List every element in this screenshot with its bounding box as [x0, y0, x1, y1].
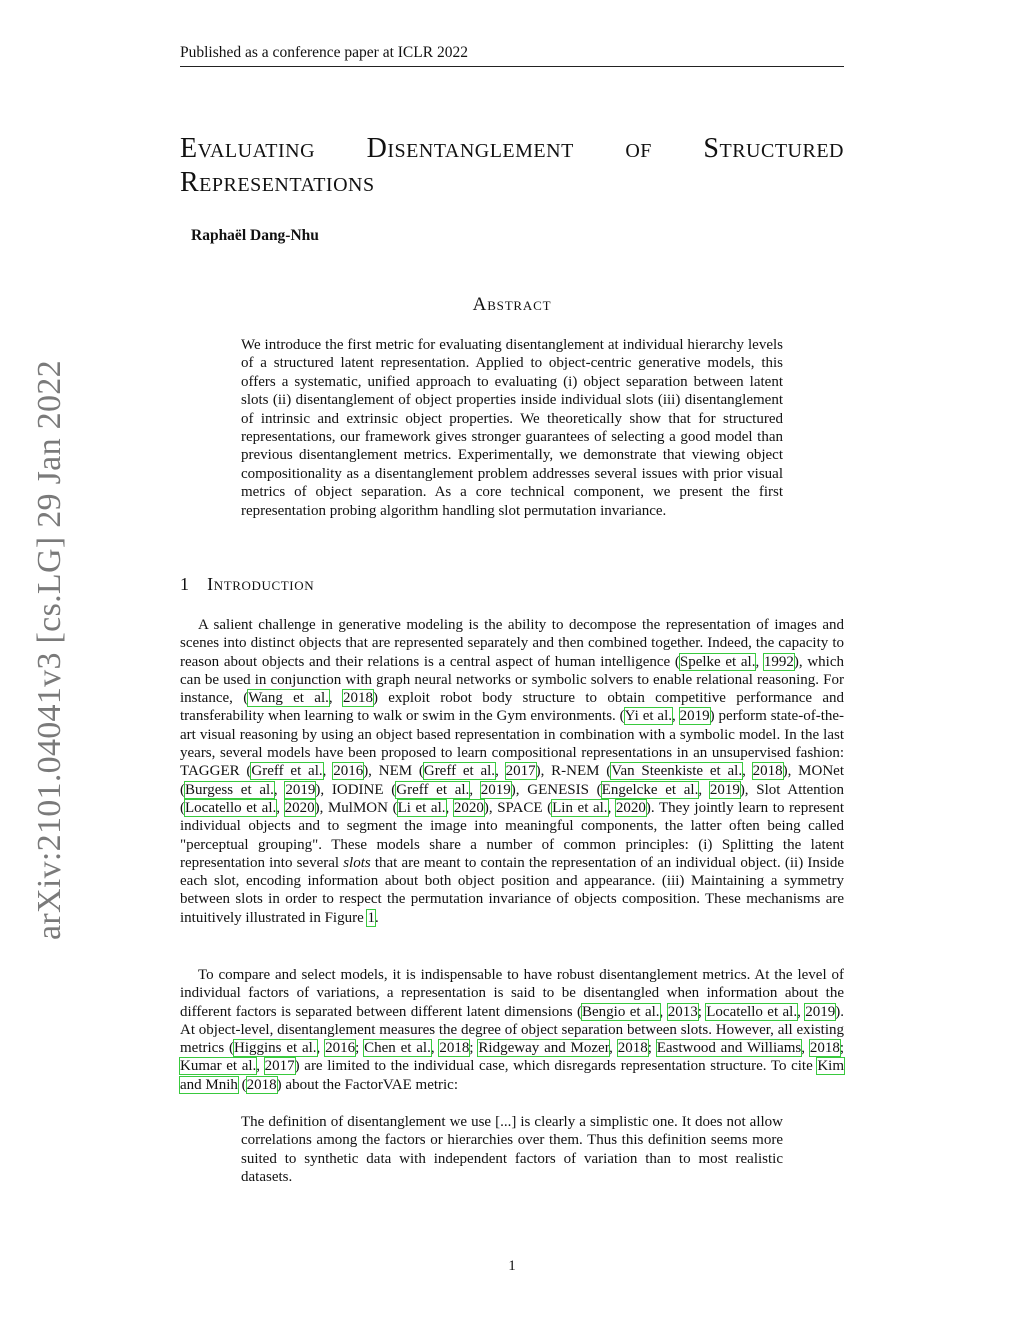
- citation-year-link[interactable]: 2018: [809, 1040, 840, 1057]
- section-title: Introduction: [207, 574, 315, 594]
- citation-year-link[interactable]: 2018: [752, 763, 783, 780]
- citation-link[interactable]: Engelcke et al.: [601, 781, 699, 798]
- citation-year-link[interactable]: 2017: [264, 1058, 295, 1075]
- block-quote: The definition of disentanglement we use [...] is clearly a simplistic one. It does not allow correlations among the factors or hierarchies over them. Thus this definition seems more suited to synthetic data with independent factors of variation than to most realistic datasets.: [241, 1114, 783, 1185]
- citation-link[interactable]: Greff et al.: [251, 763, 323, 780]
- citation-year-link[interactable]: 2018: [617, 1040, 648, 1057]
- citation-year-link[interactable]: 2016: [325, 1040, 356, 1057]
- abstract-body: We introduce the first metric for evaluating disentanglement at individual hierarchy levels of a structured latent representation. Applied to object-centric generative models, this offers a systematic, unified approach to evaluating (i) object separation between latent slots (ii) disentanglement of object properties inside individual slots (iii) disentanglement of intrinsic and extrinsic object properties. We theoretically show that for structured representations, our framework gives stronger guarantees of selecting a good model than previous disentanglement metrics. Experimentally, we demonstrate that viewing object compositionality as a disentanglement problem addresses several issues with prior visual metrics of object separation. As a core technical component, we present the first representation probing algorithm handling slot permutation invariance.: [241, 337, 783, 519]
- citation-link[interactable]: Lin et al.: [552, 799, 608, 816]
- citation-year-link[interactable]: 2019: [805, 1003, 836, 1020]
- citation-link[interactable]: Chen et al.: [364, 1040, 431, 1057]
- title-line-2: Representations: [180, 167, 375, 198]
- section-number: 1: [180, 574, 190, 594]
- citation-link[interactable]: Van Steenkiste et al.: [611, 763, 743, 780]
- citation-link[interactable]: Kim and Mnih: [180, 1058, 845, 1093]
- citation-link[interactable]: Spelke et al.: [679, 653, 756, 670]
- citation-year-link[interactable]: 2019: [679, 708, 710, 725]
- section-heading-introduction: [180, 574, 314, 595]
- abstract-heading: Abstract: [472, 294, 552, 315]
- emphasis-slots: slots: [343, 854, 371, 871]
- citation-year-link[interactable]: 2020: [284, 799, 315, 816]
- citation-link[interactable]: Wang et al.: [248, 690, 329, 707]
- citation-link[interactable]: Locatello et al.: [185, 799, 277, 816]
- intro-paragraph-2: To compare and select models, it is indispensable to have robust disentanglement metrics. At the level of individual factors of variations, a representation is said to be disentangled when information about the different factors is separated between different latent dimensions (Bengio et al., 2013; Locatello et al., 2019). At object-level, disentanglement measures the degree of object separation between slots. However, all existing metrics (Higgins et al., 2016; Chen et al., 2018; Ridgeway and Mozer, 2018; Eastwood and Williams, 2018; Kumar et al., 2017) are limited to the individual case, which disregards representation structure. To cite Kim and Mnih (2018) about the FactorVAE metric:: [180, 967, 845, 1093]
- citation-link[interactable]: Ridgeway and Mozer: [478, 1040, 610, 1057]
- author-name: Raphaël Dang-Nhu: [191, 227, 319, 244]
- citation-year-link[interactable]: 1992: [763, 653, 794, 670]
- citation-year-link[interactable]: 2017: [505, 763, 536, 780]
- paper-title: [180, 132, 844, 200]
- running-header: [180, 44, 844, 67]
- citation-year-link[interactable]: 2018: [439, 1040, 470, 1057]
- citation-year-link[interactable]: 2013: [667, 1003, 698, 1020]
- arxiv-identifier: arXiv:2101.04041v3 [cs.LG] 29 Jan 2022: [31, 360, 68, 940]
- citation-link[interactable]: Li et al.: [397, 799, 446, 816]
- citation-link[interactable]: Locatello et al.: [706, 1003, 798, 1020]
- citation-year-link[interactable]: 2018: [342, 690, 373, 707]
- citation-year-link[interactable]: 2020: [615, 799, 646, 816]
- intro-paragraph-1: A salient challenge in generative modeling is the ability to decompose the representation of images and scenes into distinct objects that are represented separately and then combined together. Indeed, the capacity to reason about objects and their relations is a central aspect of human intelligence (Spelke et al., 1992), which can be used in conjunction with graph neural networks or symbolic solvers to enable relational reasoning. For instance, (Wang et al., 2018) exploit robot body structure to obtain competitive performance and transferability when learning to walk or swim in the Gym environments. (Yi et al., 2019) perform state-of-the-art visual reasoning by using an object based representation in combination with a symbolic model. In the last years, several models have been proposed to learn compositional representations in an unsupervised fashion: TAGGER (Greff et al., 2016), NEM (Greff et al., 2017), R-NEM (Van Steenkiste et al., 2018), MONet (Burgess et al., 2019), IODINE (Greff et al., 2019), GENESIS (Engelcke et al., 2019), Slot Attention (Locatello et al., 2020), MulMON (Li et al., 2020), SPACE (Lin et al., 2020). They jointly learn to represent individual objects and to segment the image into meaningful components, the latter often being called "perceptual grouping". These models share a number of common principles: (i) Splitting the latent representation into several slots that are meant to contain the representation of an individual object. (ii) Inside each slot, encoding information about both object position and appearance. (iii) Maintaining a symmetry between slots in order to respect the permutation invariance of objects composition. These mechanisms are intuitively illustrated in Figure 1.: [180, 617, 845, 926]
- figure-ref-link[interactable]: 1: [367, 909, 375, 926]
- citation-year-link[interactable]: 2019: [480, 781, 511, 798]
- header-text: Published as a conference paper at ICLR 2022: [180, 44, 468, 61]
- citation-link[interactable]: Higgins et al.: [233, 1040, 317, 1057]
- citation-year-link[interactable]: 2016: [333, 763, 364, 780]
- citation-link[interactable]: Greff et al.: [423, 763, 496, 780]
- citation-link[interactable]: Greff et al.: [396, 781, 470, 798]
- citation-year-link[interactable]: 2019: [709, 781, 740, 798]
- citation-year-link[interactable]: 2019: [285, 781, 316, 798]
- citation-link[interactable]: Bengio et al.: [582, 1003, 660, 1020]
- citation-link[interactable]: Yi et al.: [624, 708, 673, 725]
- citation-link[interactable]: Kumar et al.: [180, 1058, 257, 1075]
- citation-link[interactable]: Burgess et al.: [185, 781, 274, 798]
- title-line-1: Evaluating Disentanglement of Structured: [180, 133, 844, 164]
- citation-link[interactable]: Eastwood and Williams: [656, 1040, 802, 1057]
- citation-year-link[interactable]: 2018: [246, 1076, 277, 1093]
- citation-year-link[interactable]: 2020: [453, 799, 484, 816]
- page-number: 1: [508, 1258, 516, 1274]
